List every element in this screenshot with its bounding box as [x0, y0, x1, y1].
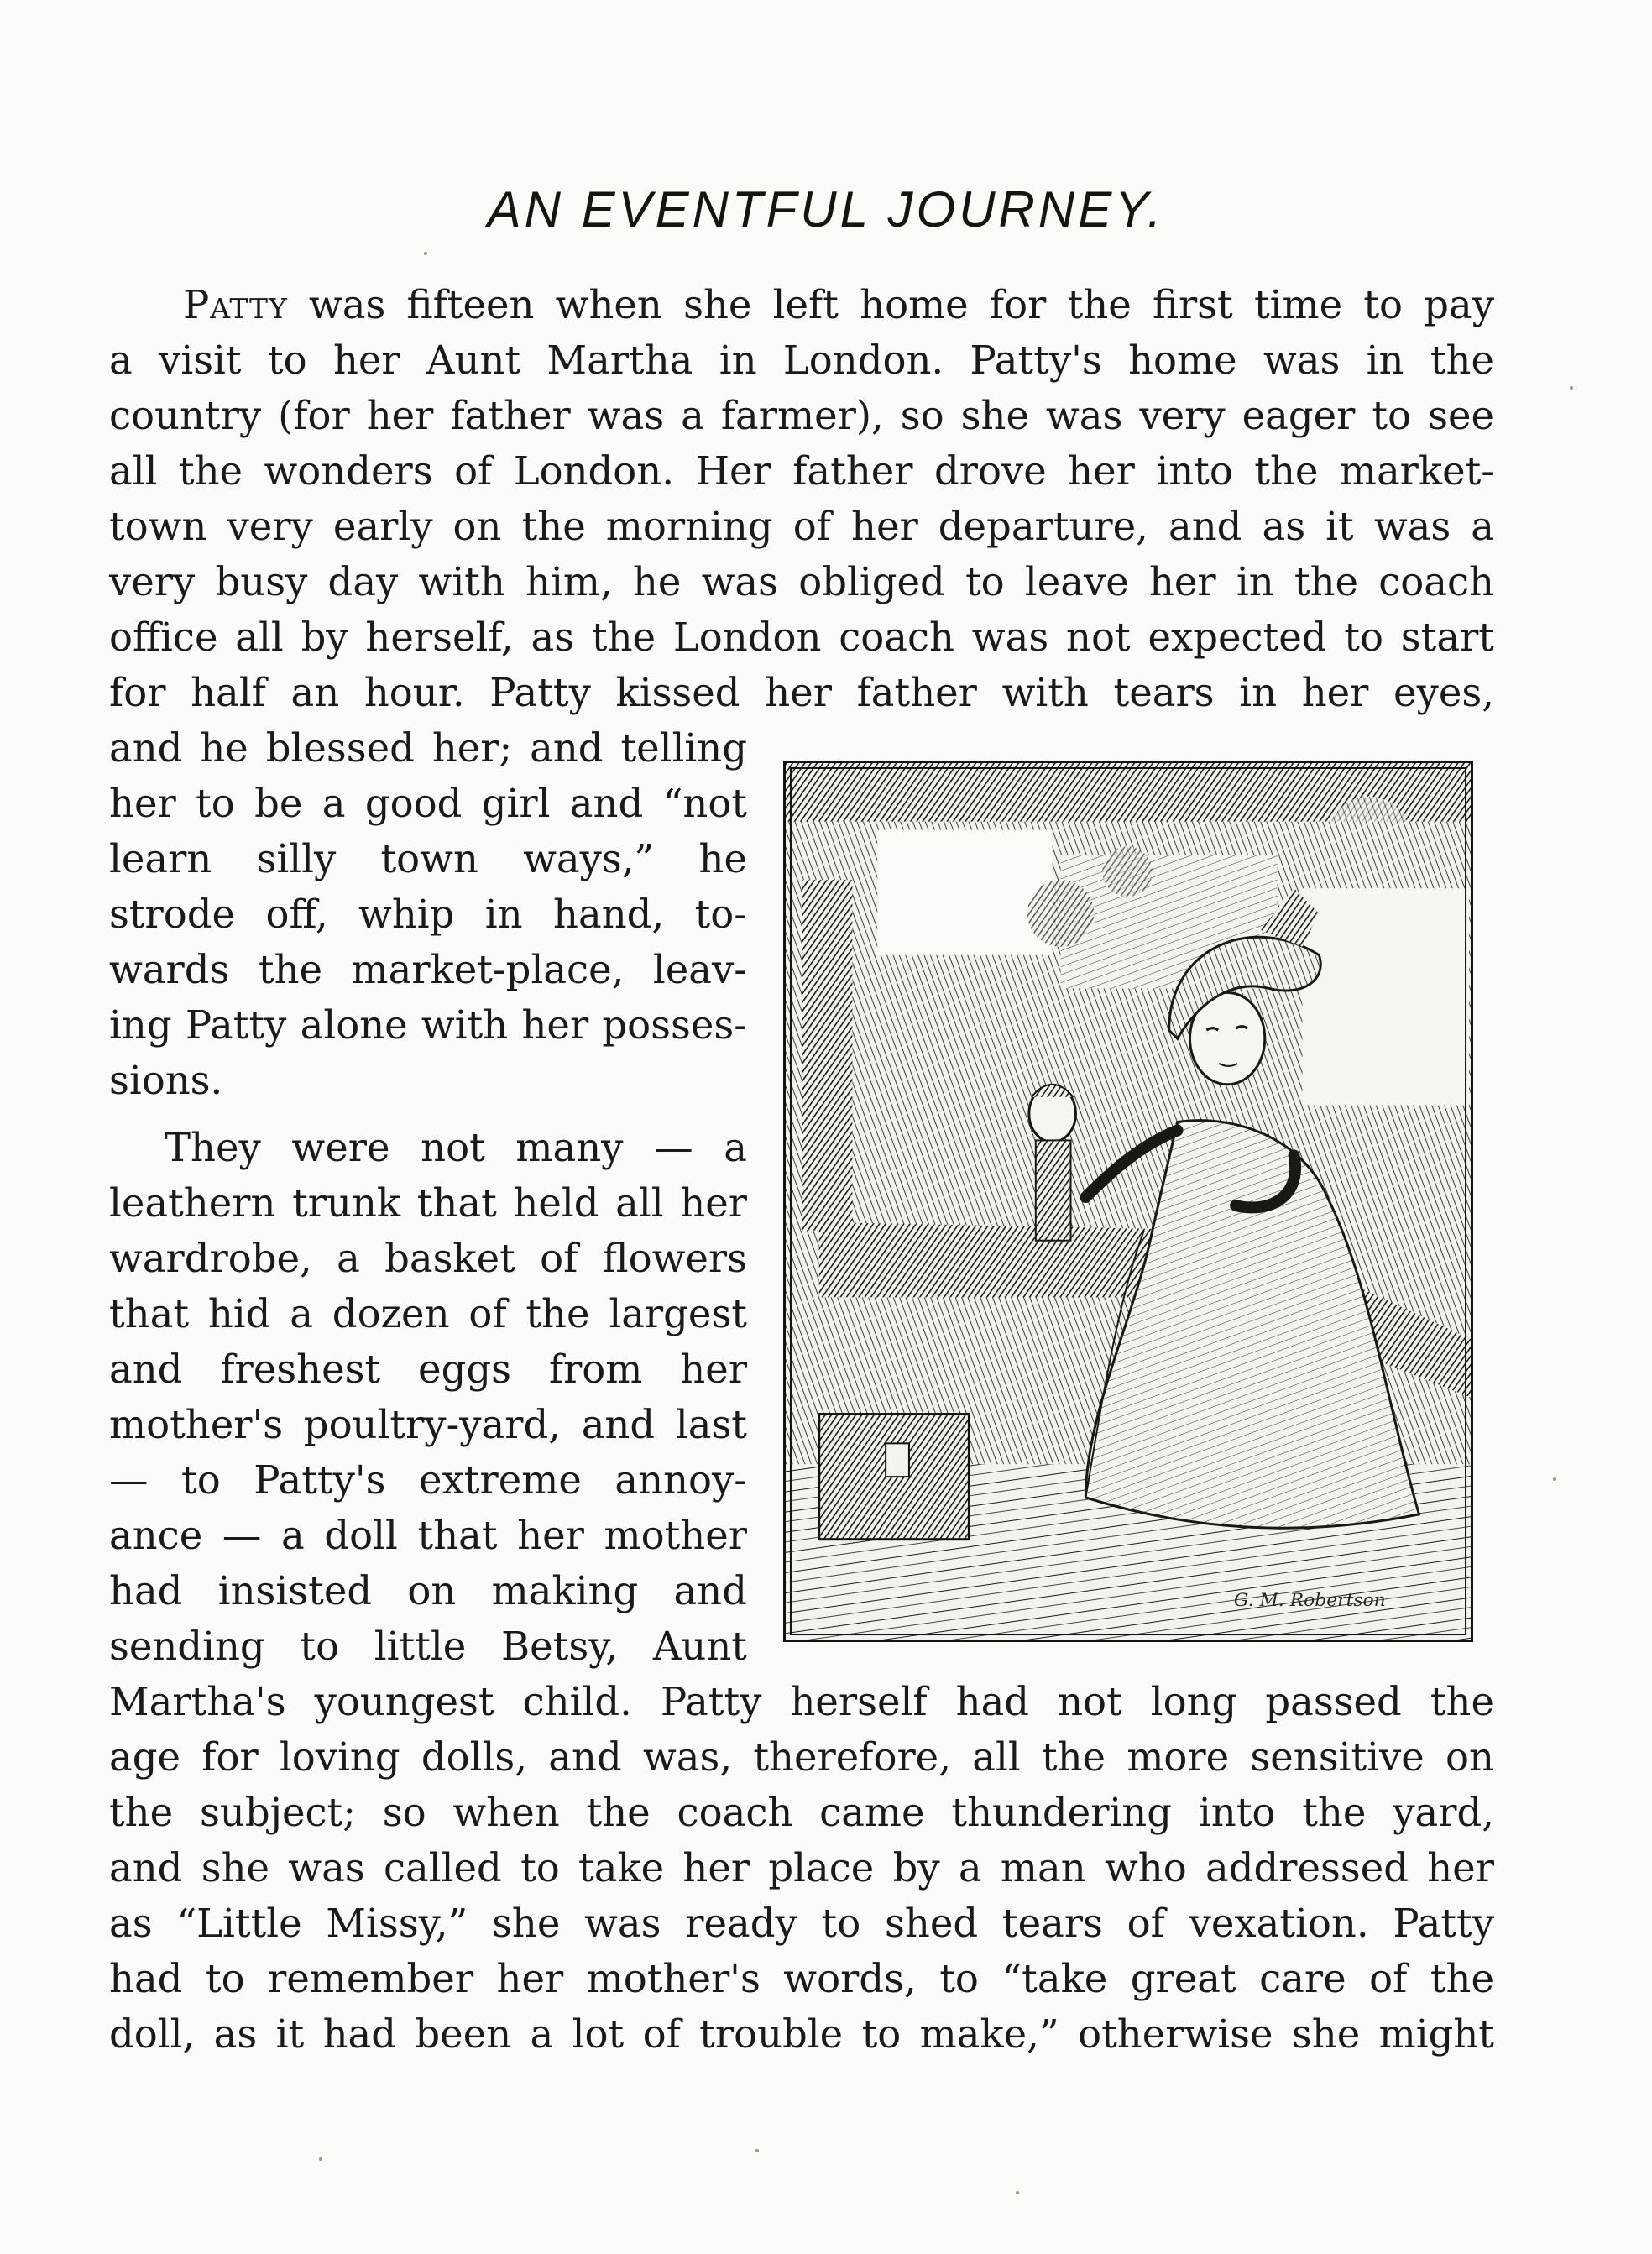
page-speck	[1570, 386, 1573, 390]
page-speck	[1016, 2191, 1019, 2194]
text-line: — to Patty's extreme annoy-	[109, 1457, 747, 1503]
chapter-title: AN EVENTFUL JOURNEY.	[487, 181, 1165, 238]
text-line: ance — a doll that her mother	[109, 1513, 747, 1558]
illustration-girl-with-doll	[783, 761, 1473, 1642]
text-line: strode off, whip in hand, to-	[109, 892, 747, 937]
page-speck	[424, 252, 427, 255]
opening-word: Patty	[183, 282, 288, 327]
text-line: age for loving dolls, and was, therefore, all the more sensitive on	[109, 1734, 1494, 1780]
text-line: had to remember her mother's words, to “take great care of the	[109, 1956, 1494, 2001]
text-line: mother's poultry-yard, and last	[109, 1402, 747, 1447]
artist-signature: G. M. Robertson	[1233, 1590, 1386, 1612]
text-line: wards the market-place, leav-	[109, 947, 747, 992]
text-line: sions.	[109, 1058, 223, 1103]
text-line: doll, as it had been a lot of trouble to make,” otherwise she might	[109, 2011, 1494, 2057]
text-line: leathern trunk that held all her	[109, 1180, 747, 1226]
page-speck	[755, 2149, 759, 2152]
text-line: country (for her father was a farmer), so she was very eager to see	[109, 393, 1494, 438]
text-line: the subject; so when the coach came thundering into the yard,	[109, 1790, 1494, 1835]
text-line: Patty was fifteen when she left home for the first time to pay	[183, 282, 1494, 327]
text-line: and he blessed her; and telling	[109, 725, 747, 771]
engraving-image	[786, 763, 1471, 1640]
text-line: as “Little Missy,” she was ready to shed tears of vexation. Patty	[109, 1901, 1494, 1946]
text-line: for half an hour. Patty kissed her father with tears in her eyes,	[109, 670, 1494, 715]
text-line: and she was called to take her place by a man who addressed her	[109, 1845, 1494, 1891]
text-line: all the wonders of London. Her father drove her into the market-	[109, 448, 1494, 494]
text-line: that hid a dozen of the largest	[109, 1291, 747, 1336]
text-line: had insisted on making and	[109, 1568, 747, 1613]
text-line: learn silly town ways,” he	[109, 836, 747, 881]
text-line: a visit to her Aunt Martha in London. Patty's home was in the	[109, 337, 1494, 383]
text-line: ing Patty alone with her posses-	[109, 1002, 747, 1048]
text-line: wardrobe, a basket of flowers	[109, 1236, 747, 1281]
text-line: Martha's youngest child. Patty herself had not long passed the	[109, 1679, 1494, 1724]
text-line: They were not many — a	[165, 1125, 747, 1170]
text-line: office all by herself, as the London coach was not expected to start	[109, 614, 1494, 660]
page-speck	[1553, 1477, 1556, 1481]
page-speck	[319, 2157, 322, 2161]
text-line: very busy day with him, he was obliged to leave her in the coach	[109, 559, 1494, 604]
text-line: and freshest eggs from her	[109, 1347, 747, 1392]
text-line: her to be a good girl and “not	[109, 781, 747, 826]
text-line: sending to little Betsy, Aunt	[109, 1624, 747, 1669]
text-line: town very early on the morning of her departure, and as it was a	[109, 504, 1494, 549]
